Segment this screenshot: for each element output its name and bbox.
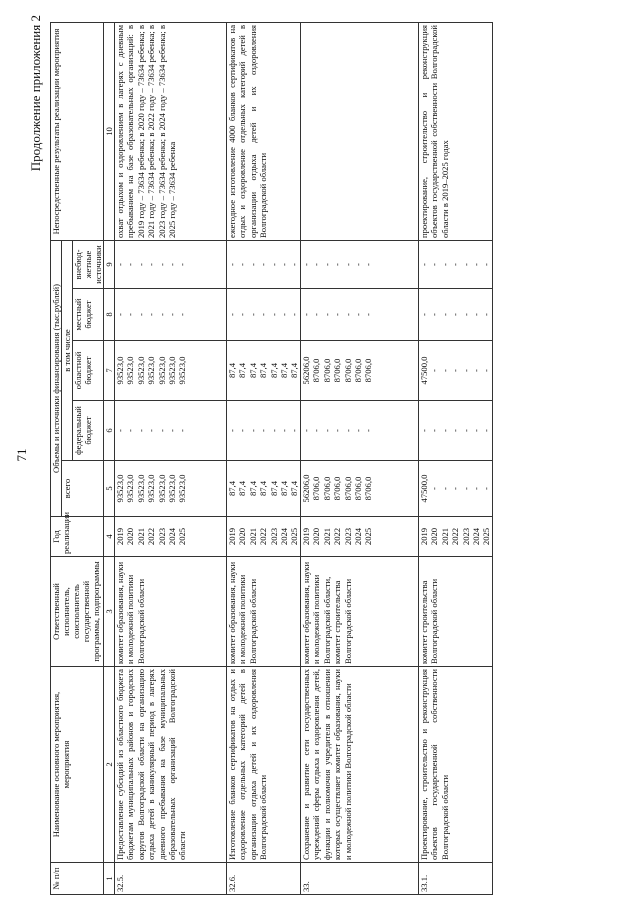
row-extrabudget-value: -	[177, 263, 188, 266]
row-years-value: 2022	[332, 527, 343, 546]
row-regional-value: -	[481, 369, 492, 372]
row-years-value: 2022	[450, 527, 461, 546]
row-extrabudget-value: -	[227, 263, 237, 266]
row-local-value: -	[289, 313, 300, 316]
row-federal-value: -	[439, 429, 450, 432]
row-federal-value: -	[363, 429, 374, 432]
row-total-value: 56206,0	[301, 474, 311, 503]
row-regional-value: -	[471, 369, 482, 372]
row-years-value: 2024	[471, 527, 482, 546]
row-federal-value: -	[135, 429, 146, 432]
row-local	[115, 289, 227, 341]
row-total-value: 93523,0	[156, 474, 167, 503]
row-total-value: 93523,0	[115, 474, 125, 503]
table-row	[301, 22, 419, 894]
row-extrabudget	[227, 240, 301, 288]
row-number: 33.1.	[419, 863, 493, 895]
row-result: охват отдыхом и оздоровлением в лагерях с дневным пребыванием на базе образовательных организаций: в 2019 году – 73634 ребенка; в 2020 году – 73634 ребенка; в 2021 году – 73634 ребенка; в 2022 году – 73634 ребенка; в 2023 году – 73634 ребенка; в 2024 году – 73634 ребенка; в 2025 году – 73634 ребенка	[115, 22, 227, 240]
row-responsible: комитет строительства Волгоградской области	[419, 557, 493, 667]
row-total-value: -	[471, 487, 482, 490]
row-total-value: 87,4	[227, 480, 237, 497]
row-years-value: 2021	[439, 527, 450, 546]
row-local-value: -	[135, 313, 146, 316]
row-federal-value: -	[289, 429, 300, 432]
row-local-value: -	[258, 313, 269, 316]
row-extrabudget-value: -	[363, 263, 374, 266]
row-years-value: 2022	[146, 527, 157, 546]
row-local-value: -	[279, 313, 290, 316]
row-federal-value: -	[332, 429, 343, 432]
row-regional-value: -	[460, 369, 471, 372]
row-regional-value: 47500,0	[419, 356, 429, 385]
row-years	[419, 517, 493, 557]
header-responsible: Ответственный исполнитель, соисполнитель государственной программы, подпрограммы	[51, 557, 104, 667]
row-regional-value: 8706,0	[311, 358, 322, 383]
row-years-value: 2020	[429, 527, 440, 546]
row-local-value: -	[115, 313, 125, 316]
row-total-value: 93523,0	[146, 474, 157, 503]
row-total-value: 93523,0	[177, 474, 188, 503]
row-total-value: 87,4	[268, 480, 279, 497]
row-local-value: -	[177, 313, 188, 316]
header-no: № п/п	[51, 863, 104, 895]
row-years-value: 2023	[342, 527, 353, 546]
col-number: 9	[104, 240, 115, 288]
row-years	[227, 517, 301, 557]
row-extrabudget-value: -	[439, 263, 450, 266]
row-regional-value: 87,4	[247, 362, 258, 379]
row-years-value: 2024	[353, 527, 364, 546]
row-total-value: 87,4	[247, 480, 258, 497]
table-row	[115, 22, 227, 894]
row-federal-value: -	[353, 429, 364, 432]
row-total	[227, 461, 301, 517]
row-years-value: 2022	[258, 527, 269, 546]
row-local-value: -	[471, 313, 482, 316]
row-local-value: -	[363, 313, 374, 316]
row-regional	[227, 341, 301, 401]
row-local-value: -	[429, 313, 440, 316]
row-federal-value: -	[450, 429, 461, 432]
row-extrabudget-value: -	[321, 263, 332, 266]
row-local-value: -	[419, 313, 429, 316]
table-row	[419, 22, 493, 894]
header-name: Наименование основного мероприятия, мероприятия	[51, 667, 104, 863]
row-years-value: 2023	[460, 527, 471, 546]
row-total-value: 93523,0	[167, 474, 178, 503]
row-regional-value: 8706,0	[342, 358, 353, 383]
row-regional-value: 93523,0	[167, 356, 178, 385]
row-regional-value: 87,4	[279, 362, 290, 379]
col-number: 8	[104, 289, 115, 341]
row-total-value: 8706,0	[332, 476, 343, 501]
col-number: 10	[104, 22, 115, 240]
row-federal-value: -	[471, 429, 482, 432]
row-federal-value: -	[177, 429, 188, 432]
row-total-value: 8706,0	[342, 476, 353, 501]
table-body	[115, 22, 493, 894]
row-federal-value: -	[481, 429, 492, 432]
row-extrabudget-value: -	[471, 263, 482, 266]
row-years-value: 2019	[419, 527, 429, 546]
row-local-value: -	[247, 313, 258, 316]
row-regional-value: -	[450, 369, 461, 372]
row-total-value: 8706,0	[353, 476, 364, 501]
col-number: 1	[104, 863, 115, 895]
col-number: 2	[104, 667, 115, 863]
row-years-value: 2023	[156, 527, 167, 546]
col-number: 3	[104, 557, 115, 667]
row-responsible: комитет образования, науки и молодежной политики Волгоградской области	[115, 557, 227, 667]
row-local-value: -	[227, 313, 237, 316]
row-federal-value: -	[301, 429, 311, 432]
row-federal-value: -	[321, 429, 332, 432]
row-extrabudget-value: -	[167, 263, 178, 266]
row-regional	[115, 341, 227, 401]
row-total	[419, 461, 493, 517]
row-years-value: 2020	[311, 527, 322, 546]
row-extrabudget-value: -	[268, 263, 279, 266]
row-extrabudget-value: -	[460, 263, 471, 266]
row-number: 32.5.	[115, 863, 227, 895]
row-federal-value: -	[146, 429, 157, 432]
row-years-value: 2021	[135, 527, 146, 546]
row-local	[227, 289, 301, 341]
row-local-value: -	[342, 313, 353, 316]
row-extrabudget-value: -	[289, 263, 300, 266]
table-row	[227, 22, 301, 894]
row-regional-value: 93523,0	[115, 356, 125, 385]
row-federal-value: -	[115, 429, 125, 432]
header-including: в том числе	[62, 240, 73, 460]
row-federal-value: -	[156, 429, 167, 432]
header-year: Год реализации	[51, 517, 104, 557]
row-years	[115, 517, 227, 557]
row-total-value: -	[439, 487, 450, 490]
row-extrabudget-value: -	[247, 263, 258, 266]
row-federal	[115, 401, 227, 461]
row-result	[301, 22, 419, 240]
row-extrabudget	[115, 240, 227, 288]
row-years-value: 2024	[279, 527, 290, 546]
row-regional-value: -	[429, 369, 440, 372]
row-extrabudget-value: -	[237, 263, 248, 266]
row-federal-value: -	[227, 429, 237, 432]
row-years-value: 2020	[125, 527, 136, 546]
row-extrabudget-value: -	[301, 263, 311, 266]
row-extrabudget	[419, 240, 493, 288]
row-local-value: -	[125, 313, 136, 316]
row-local-value: -	[268, 313, 279, 316]
row-extrabudget-value: -	[481, 263, 492, 266]
row-years-value: 2025	[289, 527, 300, 546]
program-table	[50, 22, 493, 895]
row-extrabudget-value: -	[353, 263, 364, 266]
row-local-value: -	[460, 313, 471, 316]
row-federal-value: -	[311, 429, 322, 432]
row-local-value: -	[156, 313, 167, 316]
row-total-value: 87,4	[289, 480, 300, 497]
row-years-value: 2021	[321, 527, 332, 546]
row-local	[301, 289, 419, 341]
row-federal-value: -	[125, 429, 136, 432]
row-extrabudget	[301, 240, 419, 288]
row-total-value: 87,4	[237, 480, 248, 497]
row-regional-value: 8706,0	[332, 358, 343, 383]
row-extrabudget-value: -	[342, 263, 353, 266]
row-total	[301, 461, 419, 517]
row-extrabudget-value: -	[311, 263, 322, 266]
row-federal	[301, 401, 419, 461]
row-name: Изготовление бланков сертификатов на отдых и оздоровление отдельных категорий детей в организации отдыха детей и их оздоровления Волгоградской области	[227, 667, 301, 863]
row-federal-value: -	[237, 429, 248, 432]
row-total-value: -	[481, 487, 492, 490]
row-regional	[301, 341, 419, 401]
row-responsible: комитет образования, науки и молодежной политики Волгоградской области	[227, 557, 301, 667]
row-name: Проектирование, строительство и реконструкция объектов государственной собственности Волгоградской области	[419, 667, 493, 863]
header-funding: Объемы и источники финансирования (тыс.рублей)	[51, 240, 62, 516]
row-local-value: -	[353, 313, 364, 316]
row-total-value: 8706,0	[321, 476, 332, 501]
row-local-value: -	[321, 313, 332, 316]
row-federal-value: -	[247, 429, 258, 432]
header-local: местный бюджет	[73, 289, 104, 341]
row-local-value: -	[439, 313, 450, 316]
row-total-value: 93523,0	[125, 474, 136, 503]
row-years-value: 2019	[227, 527, 237, 546]
col-number: 5	[104, 461, 115, 517]
header-regional: областной бюджет	[73, 341, 104, 401]
row-years-value: 2024	[167, 527, 178, 546]
row-responsible: комитет образования, науки и молодежной политики Волгоградской области, комитет строительства Волгоградской области	[301, 557, 419, 667]
row-extrabudget-value: -	[115, 263, 125, 266]
row-regional-value: 8706,0	[321, 358, 332, 383]
row-regional-value: 87,4	[258, 362, 269, 379]
row-extrabudget-value: -	[135, 263, 146, 266]
row-extrabudget-value: -	[450, 263, 461, 266]
row-local-value: -	[301, 313, 311, 316]
row-total-value: 8706,0	[363, 476, 374, 501]
row-total-value: -	[460, 487, 471, 490]
row-result: проектирование, строительство и реконструкция объектов государственной собственности Волгоградской области в 2019–2025 годах	[419, 22, 493, 240]
header-total: всего	[62, 461, 104, 517]
row-total	[115, 461, 227, 517]
row-years-value: 2019	[115, 527, 125, 546]
row-regional-value: 93523,0	[156, 356, 167, 385]
col-number: 7	[104, 341, 115, 401]
row-extrabudget-value: -	[156, 263, 167, 266]
row-federal	[419, 401, 493, 461]
row-federal-value: -	[460, 429, 471, 432]
col-number: 6	[104, 401, 115, 461]
row-federal-value: -	[429, 429, 440, 432]
row-regional-value: 56206,0	[301, 356, 311, 385]
row-total-value: -	[450, 487, 461, 490]
row-extrabudget-value: -	[279, 263, 290, 266]
row-federal-value: -	[419, 429, 429, 432]
row-regional-value: 93523,0	[125, 356, 136, 385]
row-federal-value: -	[268, 429, 279, 432]
row-years-value: 2020	[237, 527, 248, 546]
row-total-value: 93523,0	[135, 474, 146, 503]
row-regional-value: 93523,0	[146, 356, 157, 385]
row-federal-value: -	[279, 429, 290, 432]
row-regional-value: 87,4	[227, 362, 237, 379]
continuation-note: Продолжение приложения 2	[28, 15, 43, 172]
row-extrabudget-value: -	[146, 263, 157, 266]
row-name: Предоставление субсидий из областного бюджета бюджетам муниципальных районов и городских округов Волгоградской области на организацию отдыха детей в каникулярный период в лагерях дневного пребывания на базе муниципальных образовательных организаций Волгоградской области	[115, 667, 227, 863]
row-local-value: -	[167, 313, 178, 316]
row-years-value: 2019	[301, 527, 311, 546]
row-years-value: 2025	[481, 527, 492, 546]
row-years	[301, 517, 419, 557]
row-number: 32.6.	[227, 863, 301, 895]
header-federal: федеральный бюджет	[73, 401, 104, 461]
row-extrabudget-value: -	[332, 263, 343, 266]
row-federal-value: -	[258, 429, 269, 432]
row-local-value: -	[146, 313, 157, 316]
row-federal-value: -	[167, 429, 178, 432]
row-local-value: -	[450, 313, 461, 316]
row-number: 33.	[301, 863, 419, 895]
row-regional-value: 93523,0	[177, 356, 188, 385]
row-years-value: 2025	[363, 527, 374, 546]
row-local	[419, 289, 493, 341]
row-result: ежегодное изготовление 4000 бланков сертификатов на отдых и оздоровление отдельных категорий детей в организации отдыха детей и их оздоровления Волгоградской области	[227, 22, 301, 240]
row-regional-value: 87,4	[289, 362, 300, 379]
row-total-value: 87,4	[279, 480, 290, 497]
header-result: Непосредственные результаты реализации мероприятия	[51, 22, 104, 240]
row-regional-value: -	[439, 369, 450, 372]
row-regional-value: 8706,0	[353, 358, 364, 383]
row-local-value: -	[311, 313, 322, 316]
row-local-value: -	[332, 313, 343, 316]
row-regional-value: 93523,0	[135, 356, 146, 385]
row-regional-value: 87,4	[237, 362, 248, 379]
row-regional-value: 87,4	[268, 362, 279, 379]
row-years-value: 2021	[247, 527, 258, 546]
header-extrabudget: внебюд-жетные источники	[73, 240, 104, 288]
row-regional-value: 8706,0	[363, 358, 374, 383]
row-years-value: 2023	[268, 527, 279, 546]
row-local-value: -	[237, 313, 248, 316]
row-extrabudget-value: -	[258, 263, 269, 266]
page-number: 71	[14, 448, 29, 462]
row-years-value: 2025	[177, 527, 188, 546]
row-regional	[419, 341, 493, 401]
row-total-value: 87,4	[258, 480, 269, 497]
row-federal	[227, 401, 301, 461]
row-extrabudget-value: -	[429, 263, 440, 266]
col-number: 4	[104, 517, 115, 557]
row-total-value: 8706,0	[311, 476, 322, 501]
row-extrabudget-value: -	[419, 263, 429, 266]
row-federal-value: -	[342, 429, 353, 432]
row-extrabudget-value: -	[125, 263, 136, 266]
row-local-value: -	[481, 313, 492, 316]
row-total-value: 47500,0	[419, 474, 429, 503]
row-name: Сохранение и развитие сети государственных учреждений сферы отдыха и оздоровления детей, функции и полномочия учредителя в отношении которых осуществляет комитет образования, науки и молодежной политики Волгоградской области	[301, 667, 419, 863]
row-total-value: -	[429, 487, 440, 490]
